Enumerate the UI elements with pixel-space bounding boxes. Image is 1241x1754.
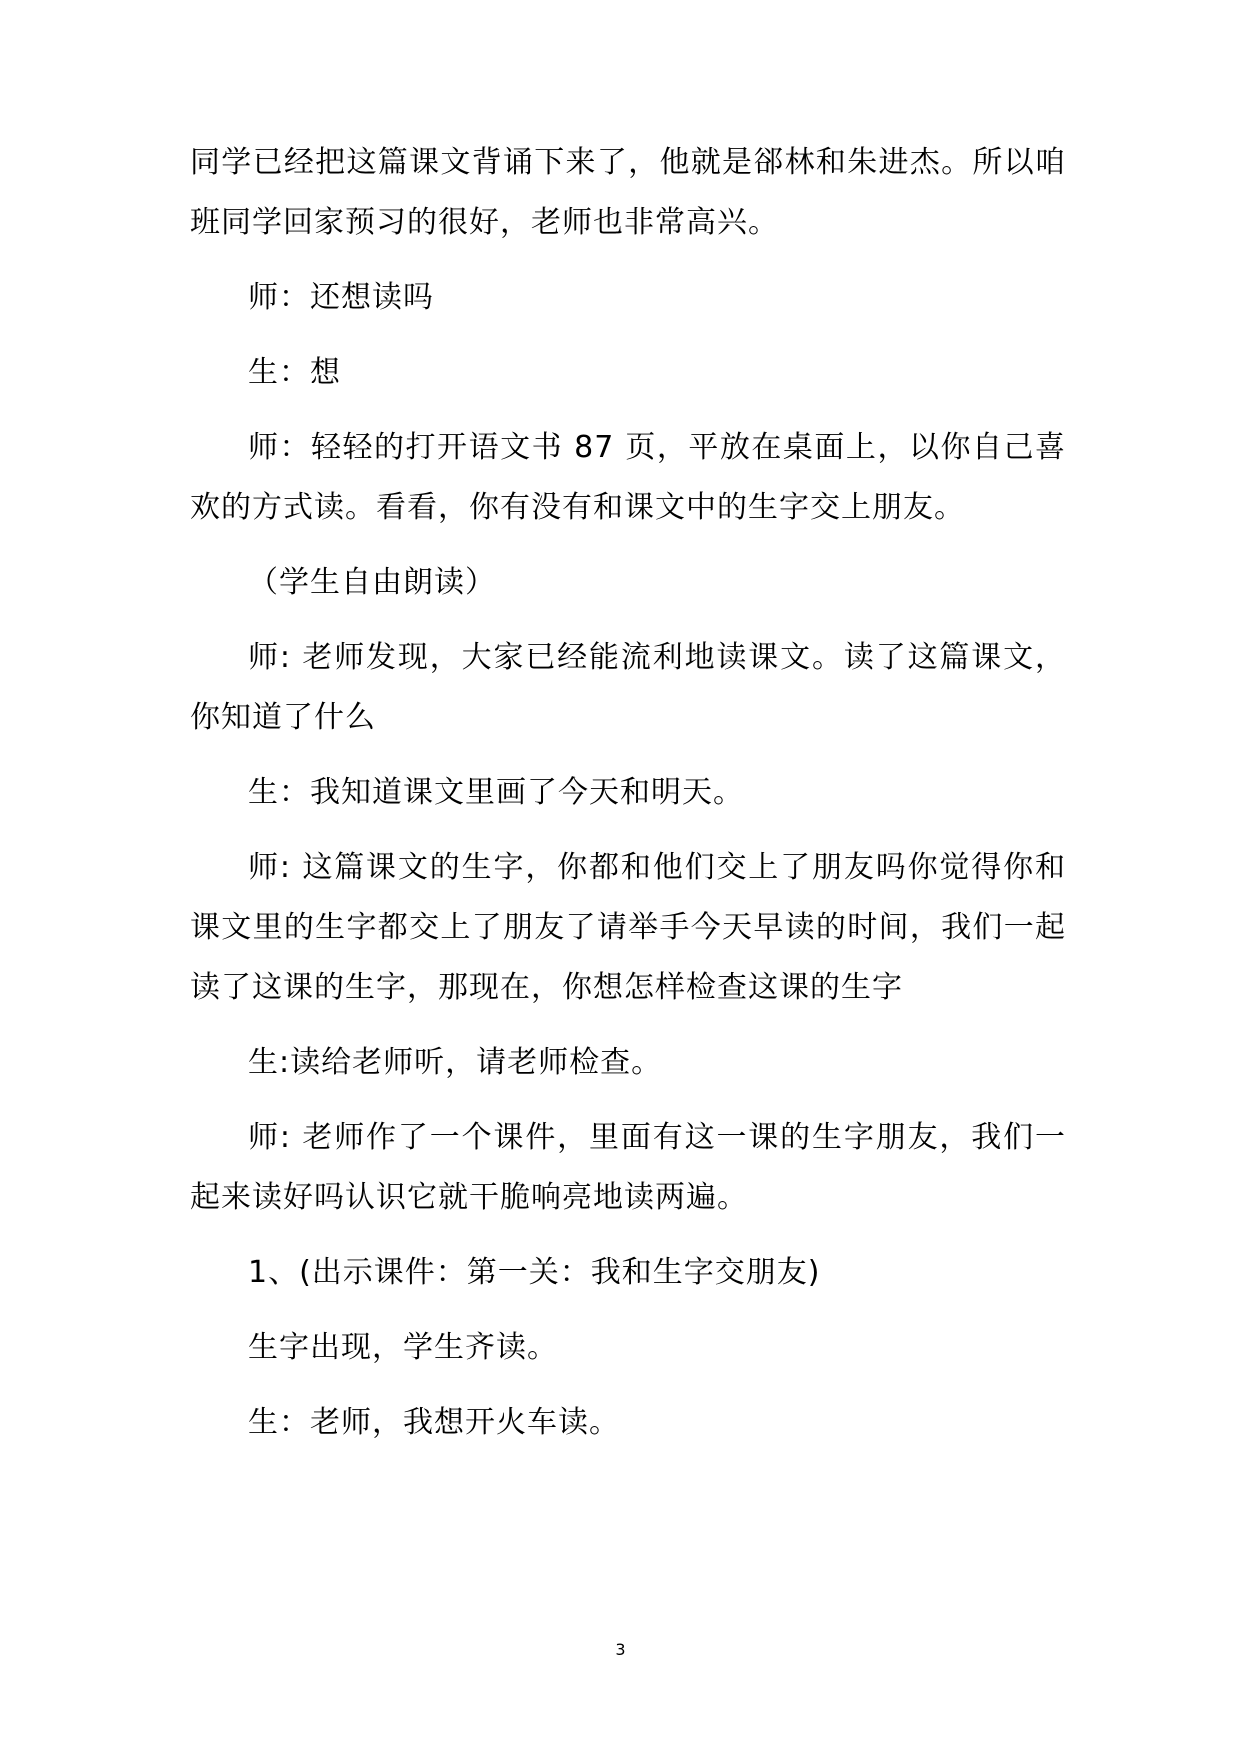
body-text xyxy=(190,133,1066,1468)
paragraph: （学生自由朗读） xyxy=(248,565,496,600)
paragraph: 同学已经把这篇课文背诵下来了，他就是郤林和朱进杰。所以咱班同学回家预习的很好，老师也非常高兴。 xyxy=(190,145,1066,240)
paragraph: 师: 这篇课文的生字，你都和他们交上了朋友吗你觉得你和课文里的生字都交上了朋友了请举手今天早读的时间，我们一起读了这课的生字，那现在，你想怎样检查这课的生字 xyxy=(190,850,1066,1005)
paragraph: 1、(出示课件：第一关：我和生字交朋友) xyxy=(248,1255,821,1290)
paragraph: 生：想 xyxy=(248,355,341,390)
paragraph: 师：还想读吗 xyxy=(248,280,434,315)
paragraph: 师：轻轻的打开语文书 87 页，平放在桌面上，以你自己喜欢的方式读。看看，你有没有和课文中的生字交上朋友。 xyxy=(190,430,1066,525)
page-number: 3 xyxy=(615,1640,626,1659)
paragraph: 师: 老师作了一个课件，里面有这一课的生字朋友，我们一起来读好吗认识它就干脆响亮地读两遍。 xyxy=(190,1120,1066,1215)
paragraph: 生：我知道课文里画了今天和明天。 xyxy=(248,775,744,810)
paragraph: 生:读给老师听，请老师检查。 xyxy=(248,1045,663,1080)
paragraph: 生：老师，我想开火车读。 xyxy=(248,1405,620,1440)
paragraph: 生字出现，学生齐读。 xyxy=(248,1330,558,1365)
paragraph: 师: 老师发现，大家已经能流利地读课文。读了这篇课文，你知道了什么 xyxy=(190,640,1066,735)
